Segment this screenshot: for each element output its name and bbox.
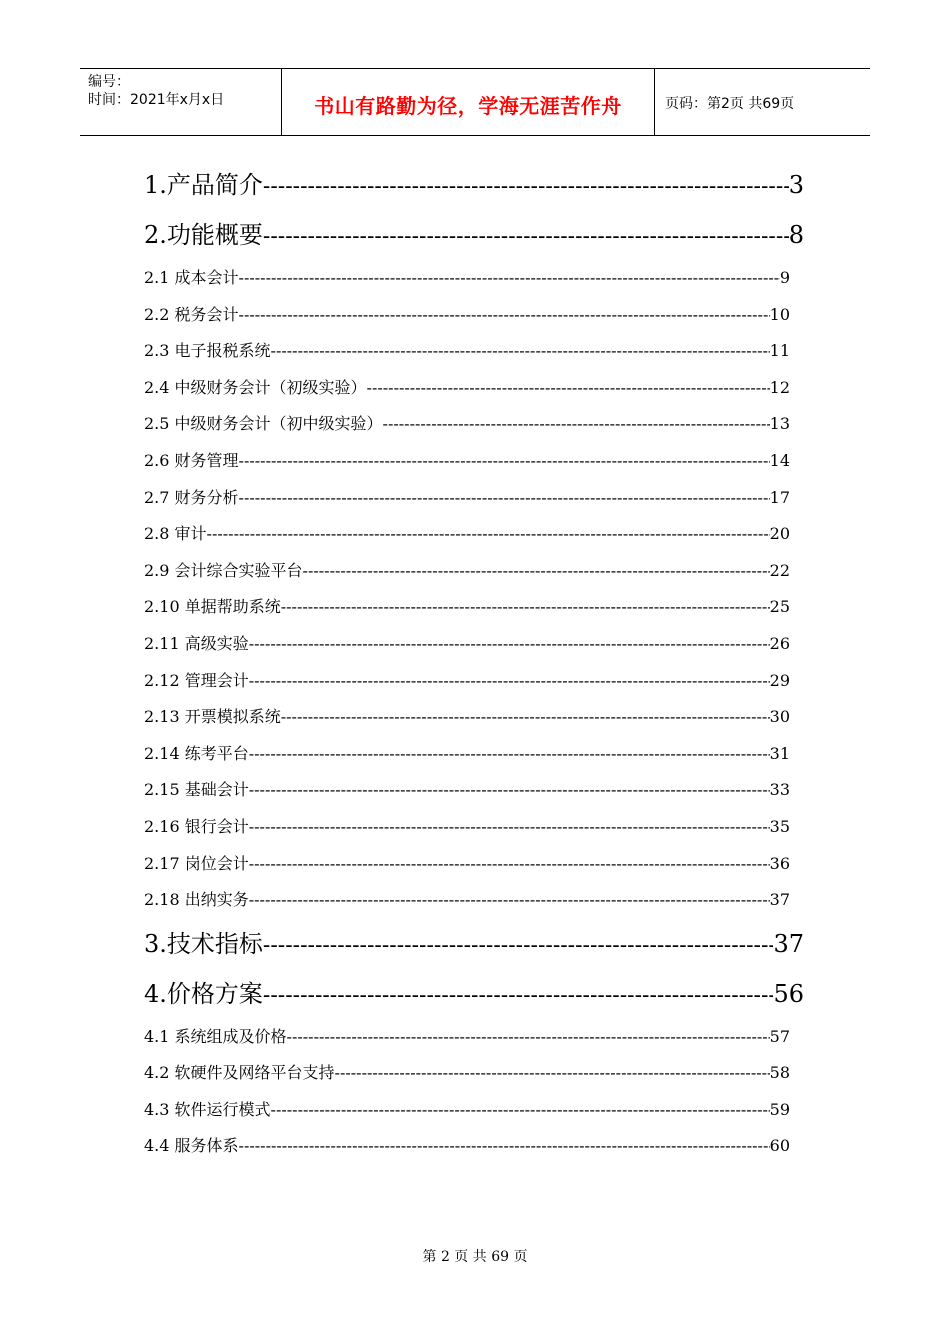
toc-entry-page: 11 bbox=[769, 341, 790, 361]
toc-entry-title: 4.2 软硬件及网络平台支持 bbox=[144, 1063, 335, 1083]
toc-entry[interactable] bbox=[144, 370, 790, 407]
toc-entry-page: 36 bbox=[769, 853, 790, 873]
toc-entry-title: 2.1 成本会计 bbox=[144, 268, 239, 287]
toc-leader-dashes bbox=[263, 971, 774, 1019]
toc-entry-title: 2.13 开票模拟系统 bbox=[144, 707, 281, 727]
toc-leader-dashes bbox=[281, 589, 770, 626]
toc-entry-page: 12 bbox=[769, 377, 790, 397]
toc-leader-dashes bbox=[263, 162, 789, 210]
toc-entry-title: 2.15 基础会计 bbox=[144, 780, 249, 800]
toc-entry[interactable] bbox=[144, 406, 790, 443]
toc-leader-dashes bbox=[249, 846, 770, 883]
toc-entry-page: 20 bbox=[769, 524, 790, 544]
table-of-contents bbox=[144, 160, 804, 1165]
toc-entry-page: 57 bbox=[769, 1026, 790, 1046]
toc-entry-title: 2.2 税务会计 bbox=[144, 304, 239, 324]
toc-leader-dashes bbox=[249, 736, 770, 773]
toc-entry-title: 4.4 服务体系 bbox=[144, 1136, 239, 1156]
toc-entry-title: 2.12 管理会计 bbox=[144, 670, 249, 690]
toc-entry-title: 4.3 软件运行模式 bbox=[144, 1099, 271, 1119]
toc-entry-page: 29 bbox=[769, 670, 790, 690]
toc-entry-page: 10 bbox=[769, 304, 790, 324]
toc-entry[interactable] bbox=[144, 1128, 790, 1165]
toc-entry-page: 8 bbox=[788, 221, 804, 249]
toc-entry[interactable] bbox=[144, 297, 790, 334]
toc-entry[interactable] bbox=[144, 443, 790, 480]
header-page-info: 页码：第2页 共69页 bbox=[665, 96, 795, 112]
toc-leader-dashes bbox=[239, 297, 770, 334]
toc-entry-title: 2.18 出纳实务 bbox=[144, 890, 249, 910]
toc-entry-page: 37 bbox=[773, 929, 804, 958]
page-header bbox=[80, 68, 870, 136]
toc-entry-title: 2.功能概要 bbox=[144, 221, 263, 249]
toc-leader-dashes bbox=[367, 370, 770, 407]
toc-leader-dashes bbox=[239, 480, 770, 517]
toc-heading-entry[interactable] bbox=[144, 969, 804, 1019]
toc-entry-page: 25 bbox=[769, 597, 790, 617]
toc-leader-dashes bbox=[249, 626, 770, 663]
header-meta-cell bbox=[80, 69, 282, 135]
toc-entry-title: 2.17 岗位会计 bbox=[144, 853, 249, 873]
toc-entry-title: 2.3 电子报税系统 bbox=[144, 341, 271, 361]
toc-entry-title: 2.6 财务管理 bbox=[144, 450, 239, 470]
header-time-label: 时间：2021年x月x日 bbox=[88, 92, 225, 108]
toc-leader-dashes bbox=[271, 1092, 770, 1129]
toc-leader-dashes bbox=[335, 1055, 770, 1092]
toc-entry-title: 2.16 银行会计 bbox=[144, 816, 249, 836]
toc-leader-dashes bbox=[249, 882, 770, 919]
toc-entry-title: 2.10 单据帮助系统 bbox=[144, 597, 281, 617]
toc-entry[interactable] bbox=[144, 333, 790, 370]
toc-entry[interactable] bbox=[144, 772, 790, 809]
toc-heading-entry[interactable] bbox=[144, 919, 804, 969]
toc-entry-page: 37 bbox=[769, 890, 790, 910]
header-motto-cell bbox=[282, 69, 655, 135]
toc-entry[interactable] bbox=[144, 553, 790, 590]
toc-entry[interactable] bbox=[144, 1055, 790, 1092]
header-number-label: 编号： bbox=[88, 74, 130, 90]
toc-entry[interactable] bbox=[144, 589, 790, 626]
toc-entry[interactable] bbox=[144, 1092, 790, 1129]
toc-entry-title: 1.产品简介 bbox=[144, 171, 263, 199]
toc-entry[interactable] bbox=[144, 699, 790, 736]
toc-entry-title: 4.1 系统组成及价格 bbox=[144, 1026, 287, 1046]
toc-entry-page: 60 bbox=[769, 1136, 790, 1156]
toc-leader-dashes bbox=[281, 699, 770, 736]
page-footer: 第 2 页 共 69 页 bbox=[422, 1249, 528, 1265]
toc-leader-dashes bbox=[263, 212, 789, 260]
toc-entry-page: 22 bbox=[769, 560, 790, 580]
toc-entry[interactable] bbox=[144, 663, 790, 700]
toc-entry[interactable] bbox=[144, 809, 790, 846]
toc-entry-title: 2.11 高级实验 bbox=[144, 633, 249, 653]
toc-leader-dashes bbox=[207, 516, 770, 553]
toc-entry-title: 2.4 中级财务会计（初级实验） bbox=[144, 377, 367, 397]
toc-entry-title: 2.14 练考平台 bbox=[144, 743, 249, 763]
toc-leader-dashes bbox=[263, 921, 774, 969]
toc-entry-title: 2.8 审计 bbox=[144, 524, 207, 544]
toc-entry-title: 4.价格方案 bbox=[144, 979, 263, 1008]
toc-entry-page: 13 bbox=[769, 414, 790, 434]
toc-entry-title: 3.技术指标 bbox=[144, 929, 263, 958]
toc-entry-page: 14 bbox=[769, 450, 790, 470]
toc-entry[interactable] bbox=[144, 480, 790, 517]
toc-entry-page: 9 bbox=[779, 268, 790, 287]
toc-entry-page: 17 bbox=[769, 487, 790, 507]
toc-entry[interactable] bbox=[144, 882, 790, 919]
toc-entry-page: 26 bbox=[769, 633, 790, 653]
toc-entry-title: 2.9 会计综合实验平台 bbox=[144, 560, 303, 580]
header-page-cell bbox=[655, 69, 870, 135]
toc-entry[interactable] bbox=[144, 626, 790, 663]
header-motto: 书山有路勤为径，学海无涯苦作舟 bbox=[314, 93, 622, 118]
toc-leader-dashes bbox=[249, 663, 770, 700]
toc-entry-page: 56 bbox=[773, 979, 804, 1008]
toc-entry-page: 59 bbox=[769, 1099, 790, 1119]
toc-entry[interactable] bbox=[144, 846, 790, 883]
toc-leader-dashes bbox=[249, 772, 770, 809]
toc-leader-dashes bbox=[249, 809, 770, 846]
toc-entry-page: 31 bbox=[769, 743, 790, 763]
toc-leader-dashes bbox=[287, 1019, 770, 1056]
toc-leader-dashes bbox=[239, 1128, 770, 1165]
toc-leader-dashes bbox=[303, 553, 770, 590]
toc-leader-dashes bbox=[271, 333, 770, 370]
toc-entry[interactable] bbox=[144, 736, 790, 773]
toc-leader-dashes bbox=[239, 260, 780, 297]
toc-entry[interactable] bbox=[144, 516, 790, 553]
toc-entry-page: 35 bbox=[769, 816, 790, 836]
toc-entry[interactable] bbox=[144, 260, 790, 297]
toc-heading-entry[interactable] bbox=[144, 210, 804, 260]
toc-leader-dashes bbox=[383, 406, 770, 443]
toc-entry-page: 30 bbox=[769, 707, 790, 727]
toc-leader-dashes bbox=[239, 443, 770, 480]
toc-entry-page: 3 bbox=[788, 171, 804, 199]
toc-entry[interactable] bbox=[144, 1019, 790, 1056]
toc-entry-page: 33 bbox=[769, 780, 790, 800]
toc-heading-entry[interactable] bbox=[144, 160, 804, 210]
toc-entry-title: 2.7 财务分析 bbox=[144, 487, 239, 507]
toc-entry-page: 58 bbox=[769, 1063, 790, 1083]
toc-entry-title: 2.5 中级财务会计（初中级实验） bbox=[144, 414, 383, 434]
